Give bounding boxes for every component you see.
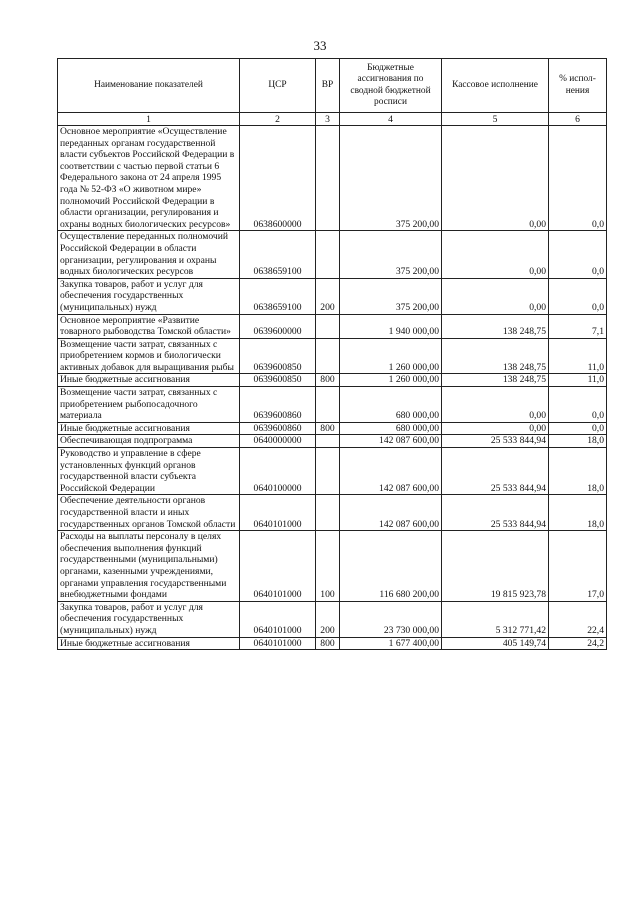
- column-number: 2: [240, 113, 316, 126]
- table-row: [58, 278, 607, 314]
- row-percent: 0,0: [549, 422, 607, 435]
- column-number: 4: [340, 113, 442, 126]
- row-vr: 800: [316, 374, 340, 387]
- row-allocations: 680 000,00: [340, 387, 442, 423]
- table-row: [58, 314, 607, 338]
- row-name: Иные бюджетные ассигнования: [58, 374, 240, 387]
- row-csr: 0638600000: [240, 126, 316, 231]
- row-cash-execution: 0,00: [442, 231, 549, 278]
- row-cash-execution: 405 149,74: [442, 637, 549, 650]
- column-number-row: [58, 113, 607, 126]
- row-cash-execution: 0,00: [442, 278, 549, 314]
- row-cash-execution: 0,00: [442, 126, 549, 231]
- header-vr: ВР: [316, 59, 340, 113]
- row-name: Руководство и управление в сфере установленных функций органов государственной власти субъекта Российской Федерации: [58, 448, 240, 495]
- header-name: Наименование показателей: [58, 59, 240, 113]
- row-cash-execution: 0,00: [442, 422, 549, 435]
- row-vr: 100: [316, 531, 340, 602]
- row-cash-execution: 5 312 771,42: [442, 601, 549, 637]
- row-allocations: 142 087 600,00: [340, 448, 442, 495]
- row-cash-execution: 25 533 844,94: [442, 448, 549, 495]
- row-percent: 11,0: [549, 374, 607, 387]
- row-csr: 0640100000: [240, 448, 316, 495]
- row-csr: 0640101000: [240, 531, 316, 602]
- row-percent: 18,0: [549, 448, 607, 495]
- row-allocations: 375 200,00: [340, 278, 442, 314]
- row-allocations: 1 260 000,00: [340, 338, 442, 374]
- row-cash-execution: 138 248,75: [442, 338, 549, 374]
- table-row: [58, 338, 607, 374]
- row-cash-execution: 0,00: [442, 387, 549, 423]
- header-row: [58, 59, 607, 113]
- row-csr: 0640000000: [240, 435, 316, 448]
- row-csr: 0640101000: [240, 601, 316, 637]
- row-name: Возмещение части затрат, связанных с приобретением рыбопосадочного материала: [58, 387, 240, 423]
- row-allocations: 142 087 600,00: [340, 435, 442, 448]
- row-allocations: 142 087 600,00: [340, 495, 442, 531]
- row-percent: 18,0: [549, 495, 607, 531]
- row-name: Основное мероприятие «Развитие товарного рыбоводства Томской области»: [58, 314, 240, 338]
- row-percent: 0,0: [549, 278, 607, 314]
- row-name: Расходы на выплаты персоналу в целях обеспечения выполнения функций государственными (муниципальными) органами, казенными учреждениями, органами управления государственными внебюджетными фондами: [58, 531, 240, 602]
- header-cash-execution: Кассовое исполнение: [442, 59, 549, 113]
- table-row: [58, 422, 607, 435]
- row-name: Обеспечение деятельности органов государственной власти и иных государственных органов Томской области: [58, 495, 240, 531]
- table-row: [58, 387, 607, 423]
- table-row: [58, 374, 607, 387]
- row-name: Закупка товаров, работ и услуг для обеспечения государственных (муниципальных) нужд: [58, 278, 240, 314]
- row-vr: 200: [316, 278, 340, 314]
- row-percent: 18,0: [549, 435, 607, 448]
- row-percent: 0,0: [549, 387, 607, 423]
- row-allocations: 1 677 400,00: [340, 637, 442, 650]
- row-allocations: 1 940 000,00: [340, 314, 442, 338]
- row-percent: 22,4: [549, 601, 607, 637]
- row-vr: [316, 387, 340, 423]
- row-vr: 800: [316, 422, 340, 435]
- row-csr: 0640101000: [240, 495, 316, 531]
- row-name: Иные бюджетные ассигнования: [58, 422, 240, 435]
- row-vr: [316, 448, 340, 495]
- row-percent: 0,0: [549, 231, 607, 278]
- header-percent-execution: % испол-нения: [549, 59, 607, 113]
- table-row: [58, 435, 607, 448]
- row-name: Обеспечивающая подпрограмма: [58, 435, 240, 448]
- budget-execution-table: [57, 58, 607, 650]
- row-vr: 800: [316, 637, 340, 650]
- row-percent: 7,1: [549, 314, 607, 338]
- row-vr: [316, 435, 340, 448]
- table-row: [58, 637, 607, 650]
- row-name: Основное мероприятие «Осуществление переданных органам государственной власти субъектов Российской Федерации в соответствии с частью первой статьи 6 Федерального закона от 24 апреля 1995 года № 52-ФЗ «О животном мире» полномочий Российской Федерации в области организации, регулирования и охраны водных биологических ресурсов»: [58, 126, 240, 231]
- row-allocations: 375 200,00: [340, 231, 442, 278]
- page-number: 33: [313, 38, 327, 53]
- header-csr: ЦСР: [240, 59, 316, 113]
- column-number: 3: [316, 113, 340, 126]
- row-cash-execution: 138 248,75: [442, 374, 549, 387]
- table-row: [58, 448, 607, 495]
- row-cash-execution: 138 248,75: [442, 314, 549, 338]
- row-csr: 0639600850: [240, 338, 316, 374]
- column-number: 6: [549, 113, 607, 126]
- column-number: 1: [58, 113, 240, 126]
- table-row: [58, 126, 607, 231]
- row-csr: 0638659100: [240, 278, 316, 314]
- column-number: 5: [442, 113, 549, 126]
- row-allocations: 680 000,00: [340, 422, 442, 435]
- table-row: [58, 231, 607, 278]
- row-percent: 0,0: [549, 126, 607, 231]
- row-allocations: 1 260 000,00: [340, 374, 442, 387]
- row-vr: [316, 126, 340, 231]
- row-csr: 0639600850: [240, 374, 316, 387]
- row-cash-execution: 25 533 844,94: [442, 435, 549, 448]
- row-csr: 0640101000: [240, 637, 316, 650]
- row-csr: 0639600860: [240, 387, 316, 423]
- table-row: [58, 601, 607, 637]
- row-cash-execution: 19 815 923,78: [442, 531, 549, 602]
- row-allocations: 116 680 200,00: [340, 531, 442, 602]
- row-csr: 0639600000: [240, 314, 316, 338]
- header-allocations: Бюджетные ассигнования по сводной бюджетной росписи: [340, 59, 442, 113]
- row-vr: 200: [316, 601, 340, 637]
- row-name: Осуществление переданных полномочий Российской Федерации в области организации, регулирования и охраны водных биологических ресурсов: [58, 231, 240, 278]
- row-allocations: 23 730 000,00: [340, 601, 442, 637]
- row-percent: 24,2: [549, 637, 607, 650]
- row-percent: 11,0: [549, 338, 607, 374]
- table-row: [58, 495, 607, 531]
- row-csr: 0638659100: [240, 231, 316, 278]
- row-cash-execution: 25 533 844,94: [442, 495, 549, 531]
- row-name: Закупка товаров, работ и услуг для обеспечения государственных (муниципальных) нужд: [58, 601, 240, 637]
- row-name: Иные бюджетные ассигнования: [58, 637, 240, 650]
- row-vr: [316, 495, 340, 531]
- row-allocations: 375 200,00: [340, 126, 442, 231]
- row-percent: 17,0: [549, 531, 607, 602]
- table-row: [58, 531, 607, 602]
- row-vr: [316, 231, 340, 278]
- row-name: Возмещение части затрат, связанных с приобретением кормов и биологически активных добавок для выращивания рыбы: [58, 338, 240, 374]
- row-csr: 0639600860: [240, 422, 316, 435]
- row-vr: [316, 338, 340, 374]
- row-vr: [316, 314, 340, 338]
